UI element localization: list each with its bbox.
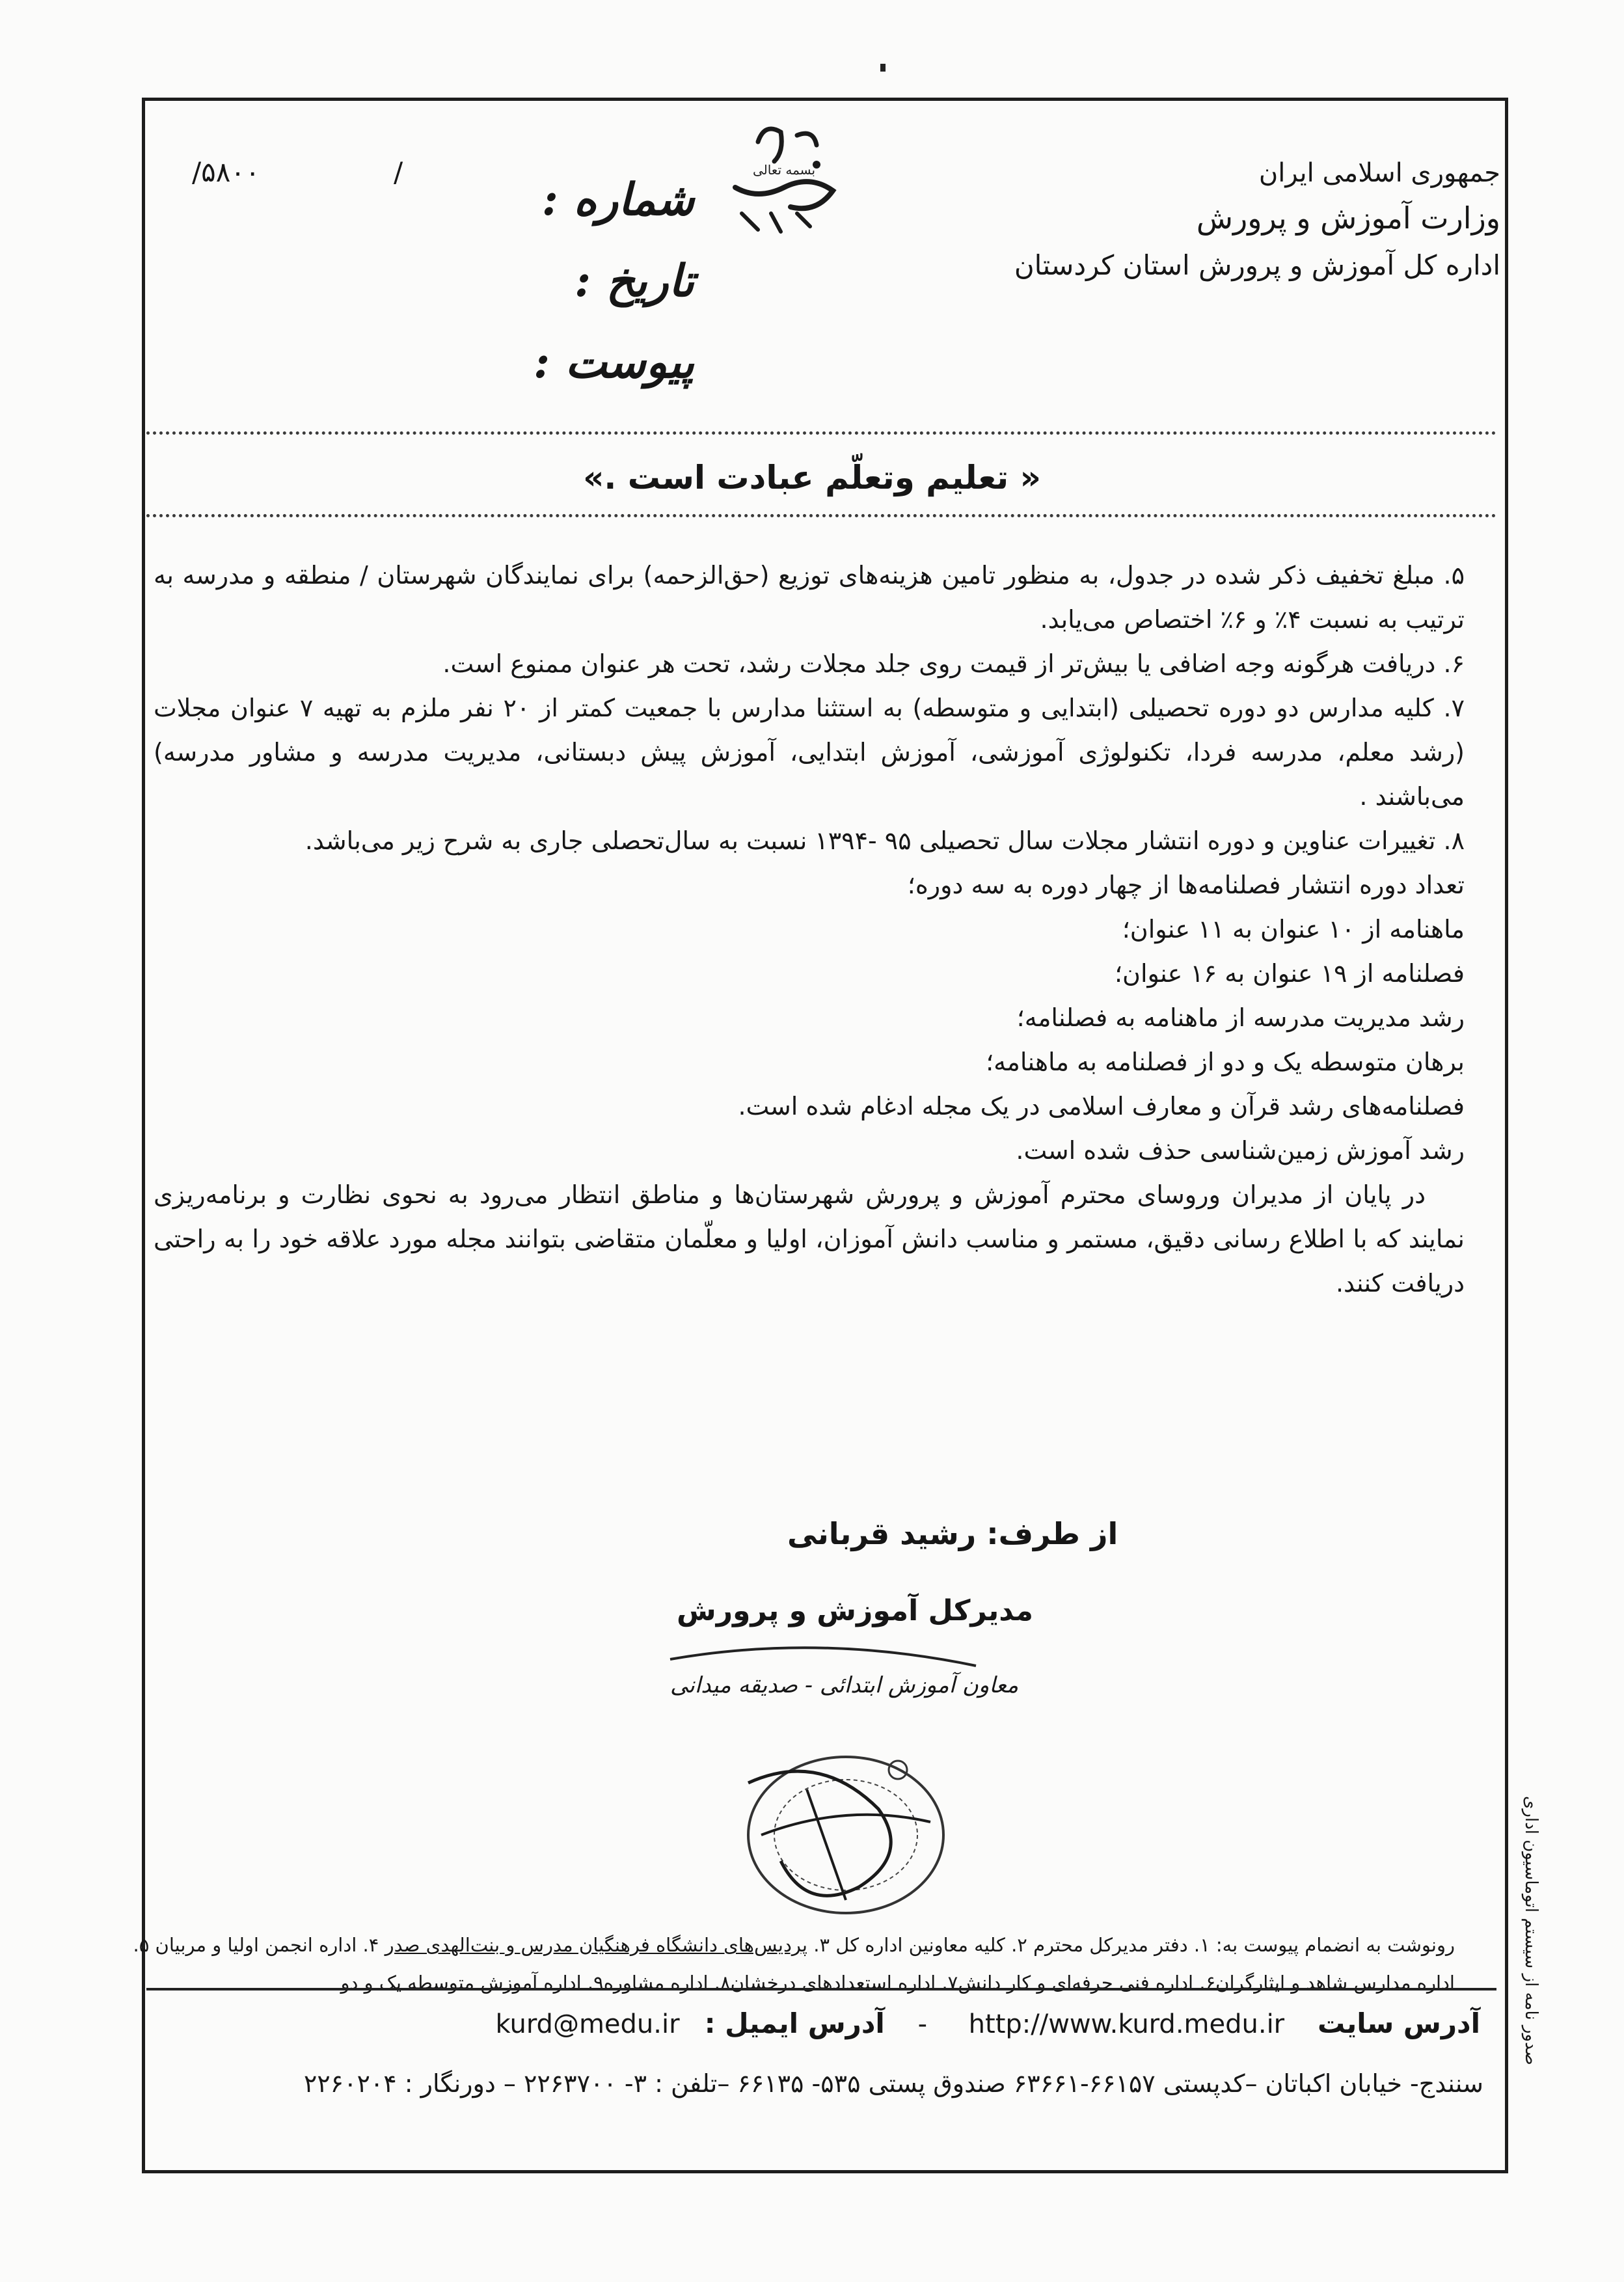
change-item: ماهنامه از ۱۰ عنوان به ۱۱ عنوان؛ xyxy=(1122,915,1465,944)
cc-line-2: اداره مدارس شاهد و ایثارگران۶. اداره فنی حرفه‌ای و کار دانش۷. اداره استعدادهای درخشان۸. اداره مشاوره۹. اداره آموزش متوسطه یک و دو xyxy=(340,1972,1455,1994)
site-label: آدرس سایت xyxy=(1317,2007,1480,2039)
postal-address: سنندج- خیابان اکباتان –کدپستی ۶۶۱۵۷-۶۳۶۶۱ صندوق پستی ۵۳۵- ۶۶۱۳۵ –تلفن : ۳- ۲۲۶۳۷۰۰ – دورنگار : ۲۲۶۰۲۰۴ xyxy=(303,2069,1483,2098)
footer-contact: آدرس سایت http://www.kurd.medu.ir - آدرس ایمیل : kurd@medu.ir xyxy=(495,2007,1480,2039)
office-name: اداره کل آموزش و پرورش استان کردستان xyxy=(1014,249,1500,281)
country-name: جمهوری اسلامی ایران xyxy=(1258,158,1500,188)
date-label: تاریخ : xyxy=(575,255,695,307)
scan-mark xyxy=(880,64,886,72)
official-stamp-icon xyxy=(651,1640,989,1939)
email-label: آدرس ایمیل : xyxy=(704,2007,885,2039)
signatory-title: مدیرکل آموزش و پرورش xyxy=(677,1594,1033,1627)
closing-paragraph: در پایان از مدیران وروسای محترم آموزش و پرورش شهرستان‌ها و مناطق انتظار می‌رود به نحوی نظارت و برنامه‌ریزی نمایند که با اطلاع رسانی دقیق، مستمر و مناسب دانش آموزان، اولیا و معلّمان متقاضی بتوانند مجله مورد علاقه خود را به راحتی دریافت کنند. xyxy=(154,1180,1465,1297)
email-address[interactable]: kurd@medu.ir xyxy=(495,2009,680,2039)
side-note: صدور نامه از سیستم اتوماسیون اداری xyxy=(1521,1796,1541,2065)
signatory-name: از طرف: رشید قربانی xyxy=(787,1516,1118,1551)
bismillah-calligraphy-icon xyxy=(719,116,849,239)
change-item: رشد آموزش زمین‌شناسی حذف شده است. xyxy=(1016,1136,1465,1165)
divider-bottom xyxy=(146,514,1496,517)
change-item: رشد مدیریت مدرسه از ماهنامه به فصلنامه؛ xyxy=(1016,1003,1465,1032)
deputy-signature-text: معاون آموزش ابتدائی - صدیقه میدانی xyxy=(670,1672,1019,1698)
footer-rule xyxy=(146,1988,1496,1990)
number-label: شماره : xyxy=(541,174,695,226)
site-url[interactable]: http://www.kurd.medu.ir xyxy=(968,2009,1285,2039)
paragraph-5: ۵. مبلغ تخفیف ذکر شده در جدول، به منظور تامین هزینه‌های توزیع (حق‌الزحمه) برای نمایندگان شهرستان / منطقه و مدرسه به ترتیب به نسبت ۴٪ و ۶٪ اختصاص می‌یابد. xyxy=(154,561,1465,634)
cc-underlined-recipient: پردیس‌های دانشگاه فرهنگیان مدرس و بنت‌الهدی صدر xyxy=(385,1934,807,1956)
letter-number: /۵۸۰۰ xyxy=(192,156,260,188)
paragraph-8: ۸. تغییرات عناوین و دوره انتشار مجلات سال تحصیلی ۹۵ -۱۳۹۴ نسبت به سال‌تحصلی جاری به شرح زیر می‌باشد. xyxy=(304,826,1465,855)
cc-line-1: رونوشت به انضمام پیوست به: ۱. دفتر مدیرکل محترم ۲. کلیه معاونین اداره کل ۳. پردیس‌های دانشگاه فرهنگیان مدرس و بنت‌الهدی صدر ۴. اداره انجمن اولیا و مربیان ۵. xyxy=(133,1934,1455,1956)
paragraph-6: ۶. دریافت هرگونه وجه اضافی یا بیش‌تر از قیمت روی جلد مجلات رشد، تحت هر عنوان ممنوع است. xyxy=(442,649,1465,678)
bismillah-text: بسمه تعالی xyxy=(752,162,816,178)
divider-top xyxy=(146,431,1496,435)
change-item: فصلنامه‌های رشد قرآن و معارف اسلامی در یک مجله ادغام شده است. xyxy=(738,1092,1465,1121)
letterhead xyxy=(1014,153,1500,288)
change-item: فصلنامه از ۱۹ عنوان به ۱۶ عنوان؛ xyxy=(1114,959,1465,988)
motto: « تعلیم وتعلّم عبادت است .» xyxy=(583,459,1041,496)
attachment-label: پیوست : xyxy=(534,336,695,388)
letter-meta-labels xyxy=(534,159,694,403)
letter-body xyxy=(154,553,1465,1305)
ministry-name: وزارت آموزش و پرورش xyxy=(1196,200,1500,236)
change-item: برهان متوسطه یک و دو از فصلنامه به ماهنامه؛ xyxy=(986,1048,1465,1076)
change-item: تعداد دوره انتشار فصلنامه‌ها از چهار دوره به سه دوره؛ xyxy=(907,871,1465,899)
paragraph-7: ۷. کلیه مدارس دو دوره تحصیلی (ابتدایی و متوسطه) به استثنا مدارس با جمعیت کمتر از ۲۰ نفر ملزم به تهیه ۷ عنوان مجلات (رشد معلم، مدرسه فردا، تکنولوژی آموزشی، آموزش ابتدایی، آموزش پیش دبستانی، مدیریت مدرسه و مشاور مدرسه) می‌باشند . xyxy=(154,694,1465,811)
letter-date: / xyxy=(394,156,403,188)
